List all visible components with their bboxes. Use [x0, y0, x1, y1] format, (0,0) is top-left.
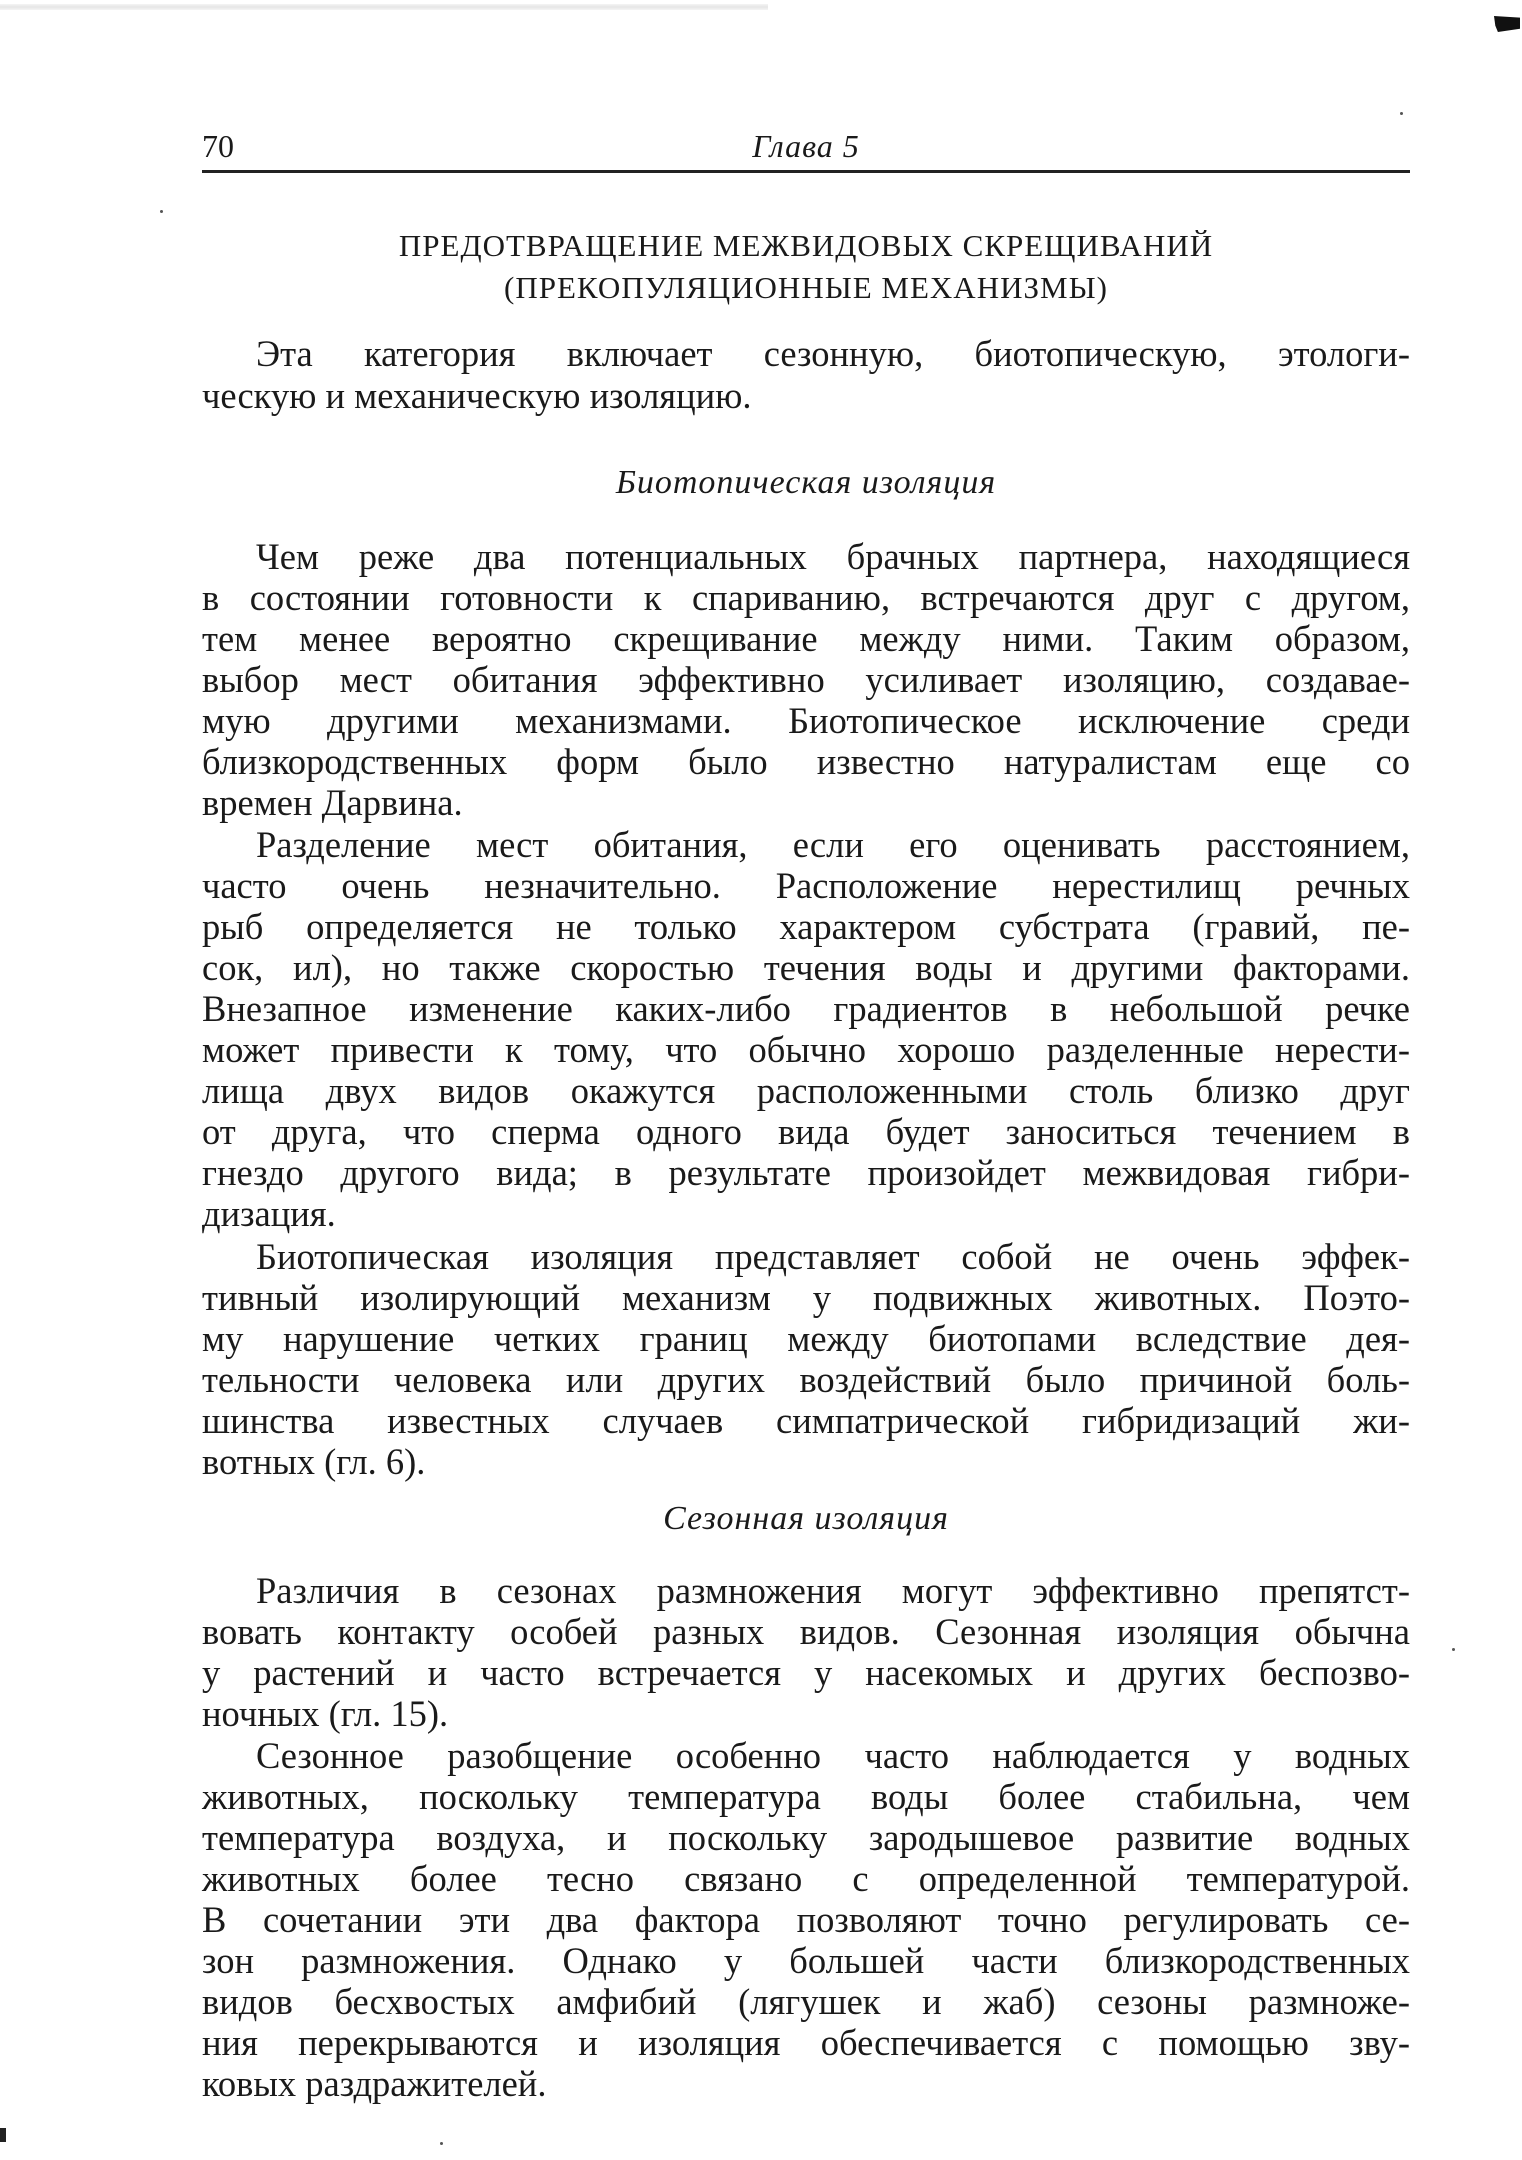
- paragraph-line: ния перекрываются и изоляция обеспечивается с помощью зву-: [202, 2022, 1410, 2063]
- paragraph-line: температура воздуха, и поскольку зародышевое развитие водных: [202, 1817, 1410, 1858]
- paragraph-line: в состоянии готовности к спариванию, встречаются друг с другом,: [202, 577, 1410, 618]
- intro-line: ческую и механическую изоляцию.: [202, 375, 752, 416]
- paragraph-line: часто очень незначительно. Расположение нерестилищ речных: [202, 865, 1410, 906]
- scan-speck: [1452, 1648, 1455, 1651]
- paragraph-line: тельности человека или других воздействий было причиной боль-: [202, 1359, 1410, 1400]
- scan-edge-shadow: [0, 4, 768, 10]
- paragraph-line: вовать контакту особей разных видов. Сезонная изоляция обычна: [202, 1611, 1410, 1652]
- paragraph-line: близкородственных форм было известно натуралистам еще со: [202, 741, 1410, 782]
- paragraph-line: сок, ил), но также скоростью течения воды и другими факторами.: [202, 947, 1410, 988]
- scan-speck: [1400, 112, 1403, 115]
- paragraph-line: лища двух видов окажутся расположенными столь близко друг: [202, 1070, 1410, 1111]
- scan-artifact: [1494, 16, 1520, 32]
- paragraph-line: дизация.: [202, 1193, 336, 1234]
- paragraph-line: Внезапное изменение каких-либо градиентов в небольшой речке: [202, 988, 1410, 1029]
- running-head: [202, 128, 1410, 168]
- paragraph-line: животных, поскольку температура воды более стабильна, чем: [202, 1776, 1410, 1817]
- paragraph-line: Разделение мест обитания, если его оценивать расстоянием,: [256, 824, 1410, 865]
- intro-line: Эта категория включает сезонную, биотопическую, этологи-: [256, 333, 1410, 374]
- paragraph-line: гнездо другого вида; в результате произойдет межвидовая гибри-: [202, 1152, 1410, 1193]
- paragraph-line: В сочетании эти два фактора позволяют точно регулировать се-: [202, 1899, 1410, 1940]
- paragraph-line: шинства известных случаев симпатрической гибридизаций жи-: [202, 1400, 1410, 1441]
- paragraph-line: у растений и часто встречается у насекомых и других беспозво-: [202, 1652, 1410, 1693]
- paragraph-line: от друга, что сперма одного вида будет заноситься течением в: [202, 1111, 1410, 1152]
- paragraph-line: тем менее вероятно скрещивание между ними. Таким образом,: [202, 618, 1410, 659]
- paragraph-line: Биотопическая изоляция представляет собой не очень эффек-: [256, 1236, 1410, 1277]
- subheading-seasonal: Сезонная изоляция: [663, 1500, 949, 1537]
- subheading-biotopic: Биотопическая изоляция: [615, 464, 997, 501]
- paragraph-line: видов бесхвостых амфибий (лягушек и жаб) сезоны размноже-: [202, 1981, 1410, 2022]
- paragraph-line: мую другими механизмами. Биотопическое исключение среди: [202, 700, 1410, 741]
- scan-speck: [160, 210, 163, 213]
- chapter-label: Глава 5: [752, 128, 860, 164]
- paragraph-line: тивный изолирующий механизм у подвижных животных. Поэто-: [202, 1277, 1410, 1318]
- paragraph-line: может привести к тому, что обычно хорошо разделенные нерести-: [202, 1029, 1410, 1070]
- paragraph-line: рыб определяется не только характером субстрата (гравий, пе-: [202, 906, 1410, 947]
- paragraph-line: времен Дарвина.: [202, 782, 463, 823]
- header-rule: [202, 170, 1410, 173]
- scan-artifact: [0, 2128, 6, 2142]
- paragraph-line: Различия в сезонах размножения могут эффективно препятст-: [256, 1570, 1410, 1611]
- section-title-line-2: (ПРЕКОПУЛЯЦИОННЫЕ МЕХАНИЗМЫ): [504, 270, 1108, 305]
- paragraph-line: му нарушение четких границ между биотопами вследствие дея-: [202, 1318, 1410, 1359]
- paragraph-line: Сезонное разобщение особенно часто наблюдается у водных: [256, 1735, 1410, 1776]
- paragraph-line: животных более тесно связано с определенной температурой.: [202, 1858, 1410, 1899]
- page-number: 70: [202, 128, 234, 164]
- paragraph-line: ночных (гл. 15).: [202, 1693, 449, 1734]
- paragraph-line: вотных (гл. 6).: [202, 1441, 426, 1482]
- paragraph-line: зон размножения. Однако у большей части близкородственных: [202, 1940, 1410, 1981]
- scan-speck: [440, 2142, 443, 2145]
- paragraph-line: ковых раздражителей.: [202, 2063, 547, 2104]
- section-title-line-1: ПРЕДОТВРАЩЕНИЕ МЕЖВИДОВЫХ СКРЕЩИВАНИЙ: [398, 228, 1214, 263]
- paragraph-line: выбор мест обитания эффективно усиливает изоляцию, создавае-: [202, 659, 1410, 700]
- paragraph-line: Чем реже два потенциальных брачных партнера, находящиеся: [256, 536, 1410, 577]
